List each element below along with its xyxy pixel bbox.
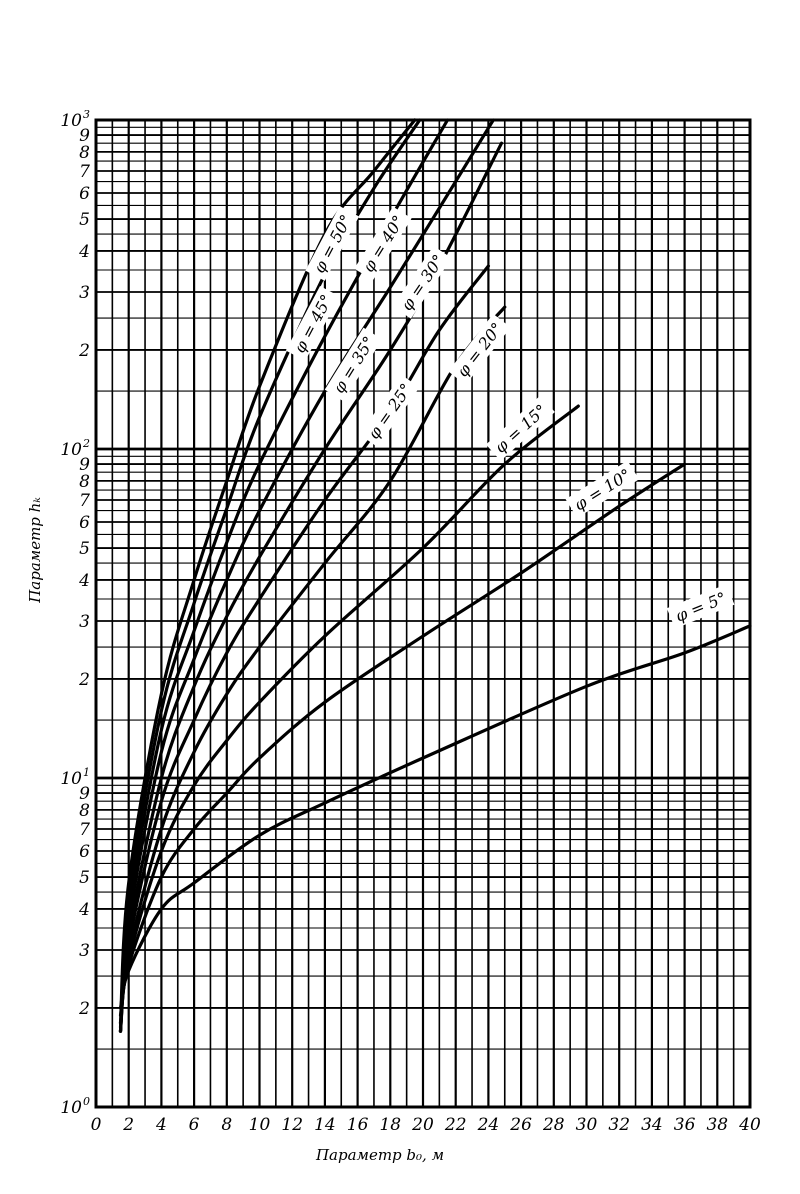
- x-tick-label: 12: [281, 1115, 304, 1135]
- y-tick-label: 2: [79, 340, 90, 361]
- series-line-phi-25: [121, 266, 489, 1031]
- curve-label: φ = 10°: [570, 464, 635, 515]
- series-line-phi-40: [121, 120, 448, 1031]
- y-tick-label: 9: [79, 455, 90, 476]
- y-tick-label: 8: [79, 800, 90, 821]
- x-tick-label: 34: [641, 1115, 663, 1135]
- y-tick-label: 7: [79, 161, 90, 182]
- y-tick-label: 6: [79, 512, 90, 533]
- curve-label: φ = 5°: [672, 588, 729, 626]
- y-tick-label: 5: [79, 210, 90, 231]
- x-tick-label: 18: [379, 1115, 402, 1135]
- x-tick-label: 8: [221, 1115, 233, 1135]
- curve-label: φ = 40°: [358, 211, 409, 276]
- x-tick-label: 30: [575, 1115, 598, 1135]
- y-tick-label: 4: [79, 241, 90, 262]
- y-tick-label: 2: [79, 669, 90, 690]
- x-tick-label: 28: [542, 1115, 565, 1135]
- x-tick-label: 36: [673, 1115, 696, 1135]
- y-tick-exponent: 0: [83, 1095, 90, 1108]
- x-tick-label: 4: [155, 1115, 167, 1135]
- y-tick-label: 10: [60, 1098, 82, 1118]
- curve-label: φ = 20°: [452, 318, 507, 381]
- y-tick-label: 10: [60, 440, 82, 460]
- y-tick-label: 9: [79, 784, 90, 805]
- y-tick-label: 8: [79, 142, 90, 163]
- x-tick-label: 10: [248, 1115, 271, 1135]
- x-tick-label: 32: [608, 1115, 631, 1135]
- y-tick-label: 10: [60, 769, 82, 789]
- x-tick-label: 6: [188, 1115, 200, 1135]
- y-tick-label: 2: [79, 998, 90, 1019]
- y-tick-label: 8: [79, 471, 90, 492]
- x-tick-label: 0: [90, 1115, 102, 1135]
- y-tick-label: 5: [79, 868, 90, 889]
- y-tick-label: 10: [60, 111, 82, 131]
- y-tick-label: 3: [79, 283, 90, 304]
- y-tick-label: 7: [79, 819, 90, 840]
- x-tick-label: 22: [444, 1115, 467, 1135]
- x-tick-label: 26: [510, 1115, 532, 1135]
- y-tick-exponent: 2: [83, 437, 90, 450]
- curve-label: φ = 35°: [329, 332, 379, 397]
- y-tick-label: 4: [79, 570, 90, 591]
- y-tick-label: 4: [79, 899, 90, 920]
- y-tick-label: 6: [79, 841, 90, 862]
- x-tick-label: 40: [739, 1115, 761, 1135]
- y-tick-label: 9: [79, 126, 90, 147]
- curve-label: φ = 45°: [289, 291, 337, 357]
- y-tick-label: 6: [79, 183, 90, 204]
- x-tick-label: 38: [706, 1115, 729, 1135]
- x-tick-label: 2: [123, 1115, 135, 1135]
- x-axis-title: Параметр b₀, м: [315, 1146, 445, 1164]
- y-tick-exponent: 1: [83, 766, 90, 779]
- x-tick-label: 14: [314, 1115, 336, 1135]
- y-axis-title: Параметр hₖ: [26, 497, 44, 603]
- x-tick-label: 24: [477, 1115, 500, 1135]
- x-tick-label: 16: [346, 1115, 369, 1135]
- x-tick-label: 20: [412, 1115, 434, 1135]
- y-tick-exponent: 3: [83, 108, 90, 121]
- y-tick-label: 3: [79, 612, 90, 633]
- y-tick-label: 3: [79, 941, 90, 962]
- curve-label: φ = 30°: [397, 251, 449, 315]
- curve-label: φ = 25°: [364, 379, 416, 443]
- curve-label: φ = 50°: [309, 211, 356, 277]
- y-tick-label: 7: [79, 490, 90, 511]
- curve-label: φ = 15°: [490, 400, 551, 457]
- series-line-phi-15: [121, 406, 579, 1023]
- y-tick-label: 5: [79, 539, 90, 560]
